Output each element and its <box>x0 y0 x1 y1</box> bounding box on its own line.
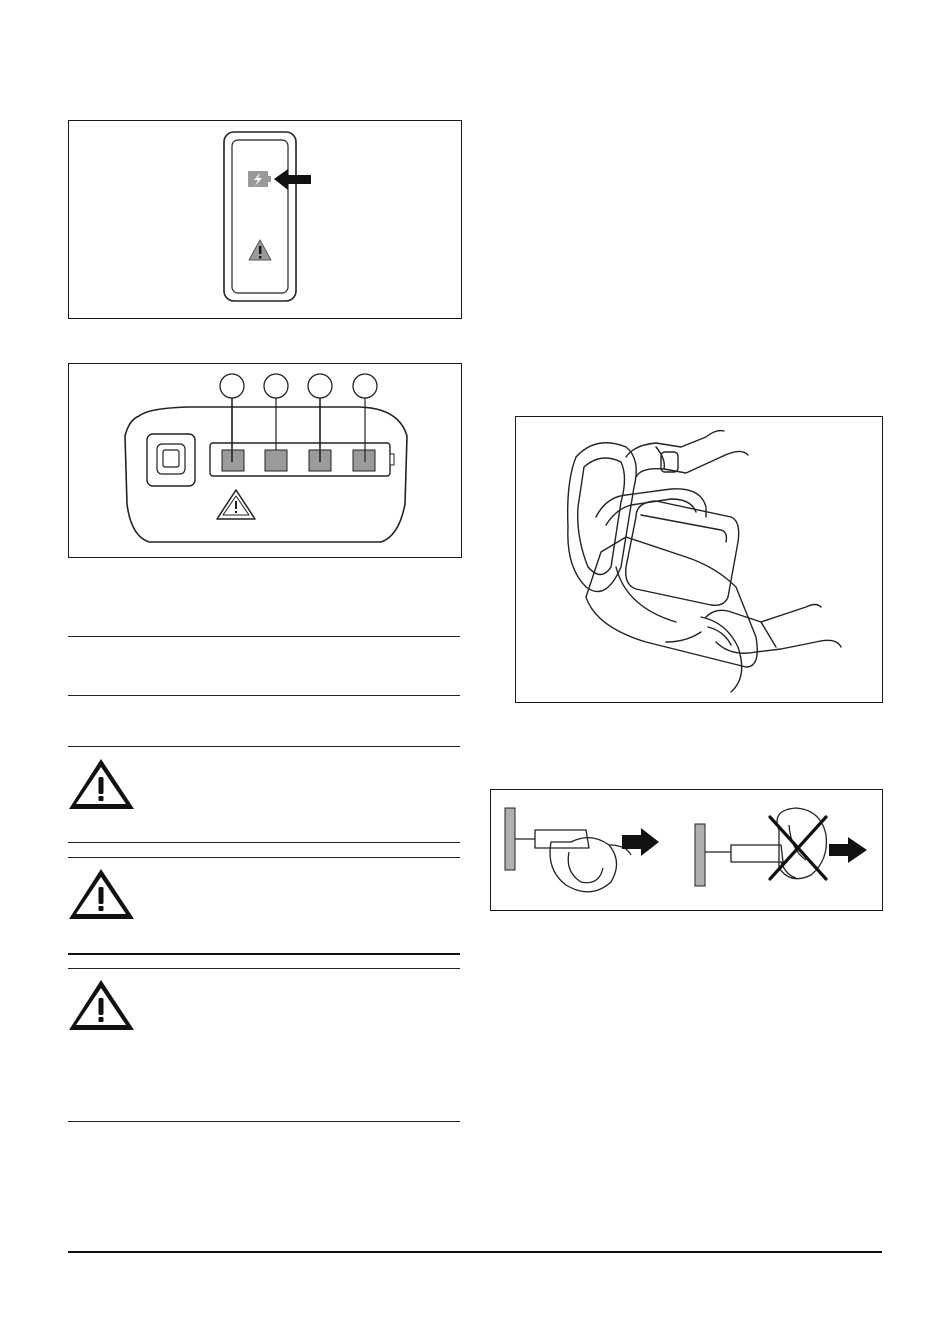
battery-led-drawing <box>69 364 463 559</box>
divider <box>68 746 460 747</box>
divider <box>68 636 460 637</box>
cutting-position-drawing <box>491 790 884 912</box>
warning-triangle-icon <box>68 757 138 811</box>
warning-block <box>68 757 460 839</box>
figure-cutting-position <box>490 789 883 911</box>
divider <box>68 968 460 969</box>
warning-block <box>68 978 460 1118</box>
divider <box>68 695 460 696</box>
warning-block <box>68 867 460 949</box>
led-4 <box>353 450 375 471</box>
divider <box>68 842 460 843</box>
divider <box>68 953 460 955</box>
arrow-right-icon <box>829 837 867 863</box>
led-1 <box>222 450 244 471</box>
figure-battery-led-panel <box>68 363 462 558</box>
power-button-icon <box>147 434 195 486</box>
handle-grip-drawing <box>516 417 884 704</box>
battery-charge-icon <box>248 171 271 187</box>
divider <box>68 1121 460 1122</box>
arrow-right-icon <box>622 828 659 856</box>
figure-battery-indicator <box>68 120 462 319</box>
warning-triangle-icon <box>68 867 138 921</box>
divider <box>68 857 460 858</box>
figure-handle-grip <box>515 416 883 703</box>
led-2 <box>265 450 287 471</box>
battery-indicator-drawing <box>69 121 463 320</box>
footer-rule <box>68 1251 882 1253</box>
warning-triangle-icon <box>68 978 138 1032</box>
